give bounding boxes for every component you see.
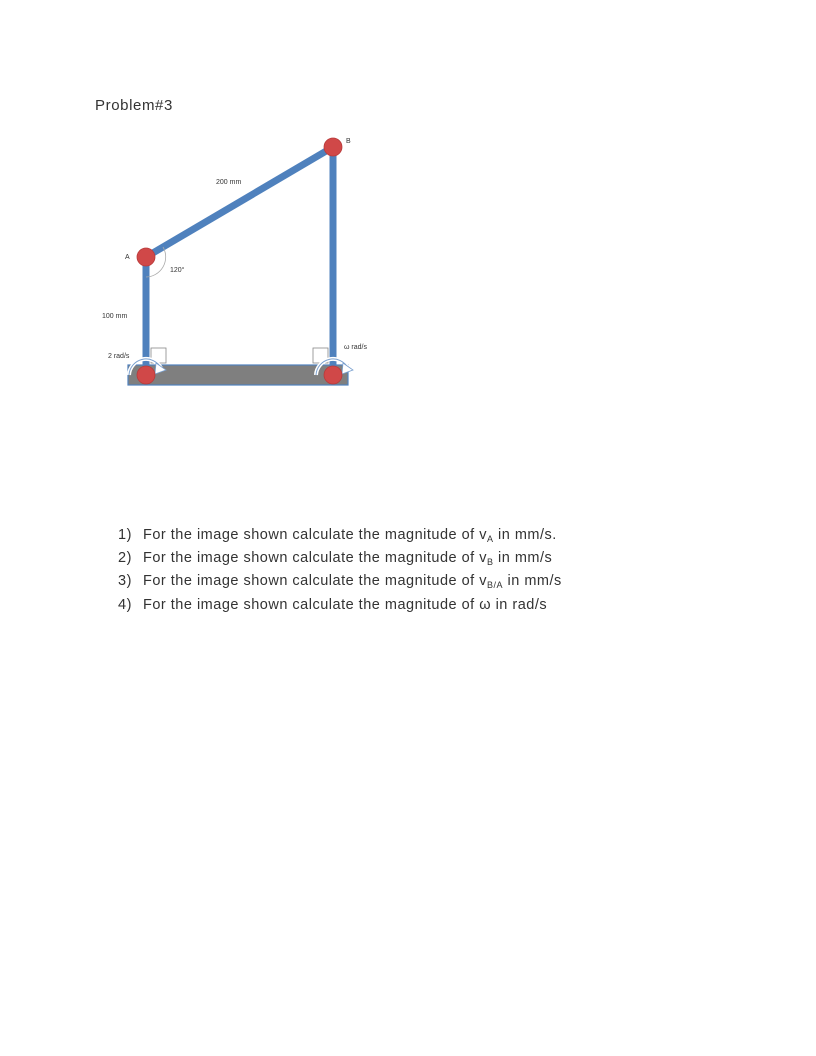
question-list (118, 524, 562, 617)
pin-B (324, 138, 342, 156)
label-omega-left: 2 rad/s (108, 353, 130, 360)
pin-A (137, 248, 155, 266)
question-subscript: B (486, 557, 494, 568)
pin-ground-right (324, 366, 342, 384)
question-tail: in mm/s (503, 573, 562, 590)
question-item (118, 570, 562, 593)
question-number: 1) (118, 527, 132, 543)
linkage-diagram (90, 130, 390, 400)
question-subscript: A (486, 534, 494, 544)
pin-ground-left (137, 366, 155, 384)
question-subscript: B/A (486, 580, 503, 591)
label-B: B (346, 138, 351, 145)
question-tail: in mm/s (493, 550, 553, 567)
question-item (118, 594, 562, 617)
question-item (118, 547, 562, 570)
label-length-AB: 200 mm (216, 179, 242, 186)
question-text: For the image shown calculate the magnitude of v (143, 550, 487, 567)
question-number: 3) (118, 573, 132, 590)
link-AB (146, 147, 333, 257)
question-text: For the image shown calculate the magnitude of ω in rad/s (143, 596, 548, 613)
label-A: A (125, 254, 130, 261)
question-number: 4) (118, 596, 132, 613)
question-text: For the image shown calculate the magnitude of v (143, 573, 487, 590)
label-angle: 120° (170, 267, 185, 274)
question-item (118, 524, 562, 547)
question-number: 2) (118, 550, 132, 567)
problem-title: Problem#3 (95, 97, 173, 114)
question-tail: in mm/s. (493, 527, 557, 543)
label-omega-right: ω rad/s (344, 344, 367, 351)
label-length-A: 100 mm (102, 313, 128, 320)
question-text: For the image shown calculate the magnitude of v (143, 527, 487, 543)
